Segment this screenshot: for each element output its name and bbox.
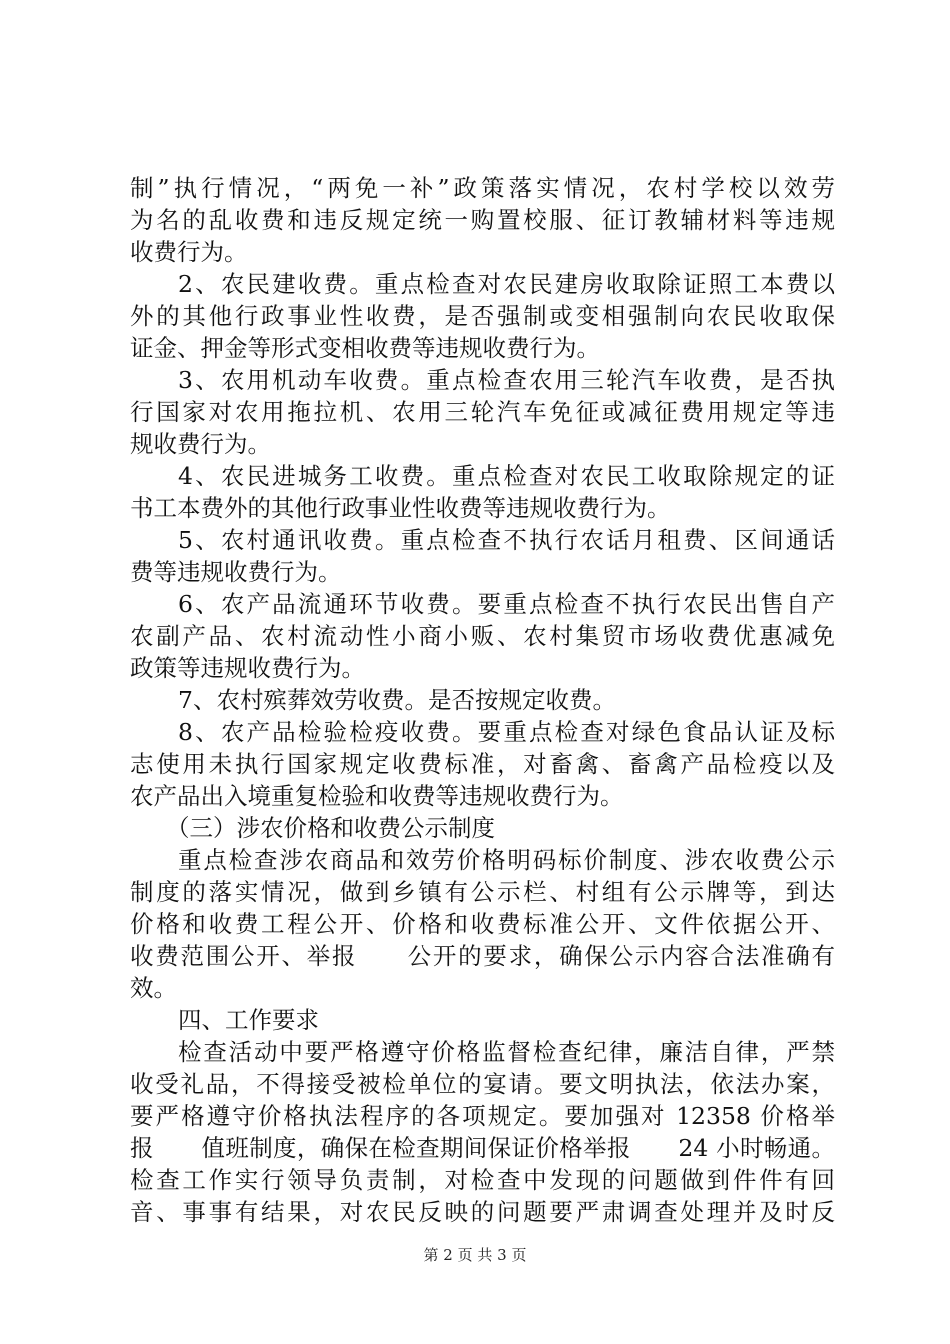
- paragraph-start-line: 7、农村殡葬效劳收费。是否按规定收费。: [178, 686, 616, 714]
- text-line: 行国家对农用拖拉机、农用三轮汽车免征或减征费用规定等违: [130, 398, 835, 426]
- text-line: 收受礼品，不得接受被检单位的宴请。要文明执法，依法办案，: [130, 1070, 835, 1098]
- paragraph-start-line: 2、农民建收费。重点检查对农民建房收取除证照工本费以: [178, 270, 835, 298]
- text-line: 为名的乱收费和违反规定统一购置校服、征订教辅材料等违规: [130, 206, 835, 234]
- text-line: 音、事事有结果，对农民反映的问题要严肃调查处理并及时反: [130, 1198, 835, 1226]
- paragraph-start-line: 6、农产品流通环节收费。要重点检查不执行农民出售自产: [178, 590, 835, 618]
- document-body: [130, 172, 835, 1228]
- text-line: 费等违规收费行为。: [130, 558, 342, 586]
- paragraph-start-line: 5、农村通讯收费。重点检查不执行农话月租费、区间通话: [178, 526, 835, 554]
- section-heading: 四、工作要求: [178, 1006, 319, 1034]
- paragraph-start-line: 8、农产品检验检疫收费。要重点检查对绿色食品认证及标: [178, 718, 835, 746]
- paragraph-start-line: 3、农用机动车收费。重点检查农用三轮汽车收费，是否执: [178, 366, 835, 394]
- text-line: 报 值班制度，确保在检查期间保证价格举报 24 小时畅通。: [130, 1134, 835, 1162]
- paragraph-start-line: 检查活动中要严格遵守价格监督检查纪律，廉洁自律，严禁: [178, 1038, 835, 1066]
- text-line: 证金、押金等形式变相收费等违规收费行为。: [130, 334, 600, 362]
- text-line: 价格和收费工程公开、价格和收费标准公开、文件依据公开、: [130, 910, 835, 938]
- text-line: 志使用未执行国家规定收费标准，对畜禽、畜禽产品检疫以及: [130, 750, 835, 778]
- text-line: 农副产品、农村流动性小商小贩、农村集贸市场收费优惠减免: [130, 622, 835, 650]
- text-line: 制”执行情况，“两免一补”政策落实情况，农村学校以效劳: [130, 174, 835, 202]
- text-line: 农产品出入境重复检验和收费等违规收费行为。: [130, 782, 624, 810]
- page-number-footer: 第 2 页 共 3 页: [423, 1246, 527, 1264]
- text-line: 收费行为。: [130, 238, 248, 266]
- text-line: 规收费行为。: [130, 430, 271, 458]
- text-line: 检查工作实行领导负责制，对检查中发现的问题做到件件有回: [130, 1166, 835, 1194]
- text-line: 收费范围公开、举报 公开的要求，确保公示内容合法准确有: [130, 942, 835, 970]
- text-line: 政策等违规收费行为。: [130, 654, 365, 682]
- paragraph-start-line: 重点检查涉农商品和效劳价格明码标价制度、涉农收费公示: [178, 846, 835, 874]
- paragraph-start-line: 4、农民进城务工收费。重点检查对农民工收取除规定的证: [178, 462, 835, 490]
- text-line: 书工本费外的其他行政事业性收费等违规收费行为。: [130, 494, 671, 522]
- text-line: 外的其他行政事业性收费，是否强制或变相强制向农民收取保: [130, 302, 835, 330]
- text-line: 要严格遵守价格执法程序的各项规定。要加强对 12358 价格举: [130, 1102, 835, 1130]
- text-line: 制度的落实情况，做到乡镇有公示栏、村组有公示牌等，到达: [130, 878, 835, 906]
- section-heading: （三）涉农价格和收费公示制度: [166, 814, 495, 842]
- text-line: 效。: [130, 974, 177, 1002]
